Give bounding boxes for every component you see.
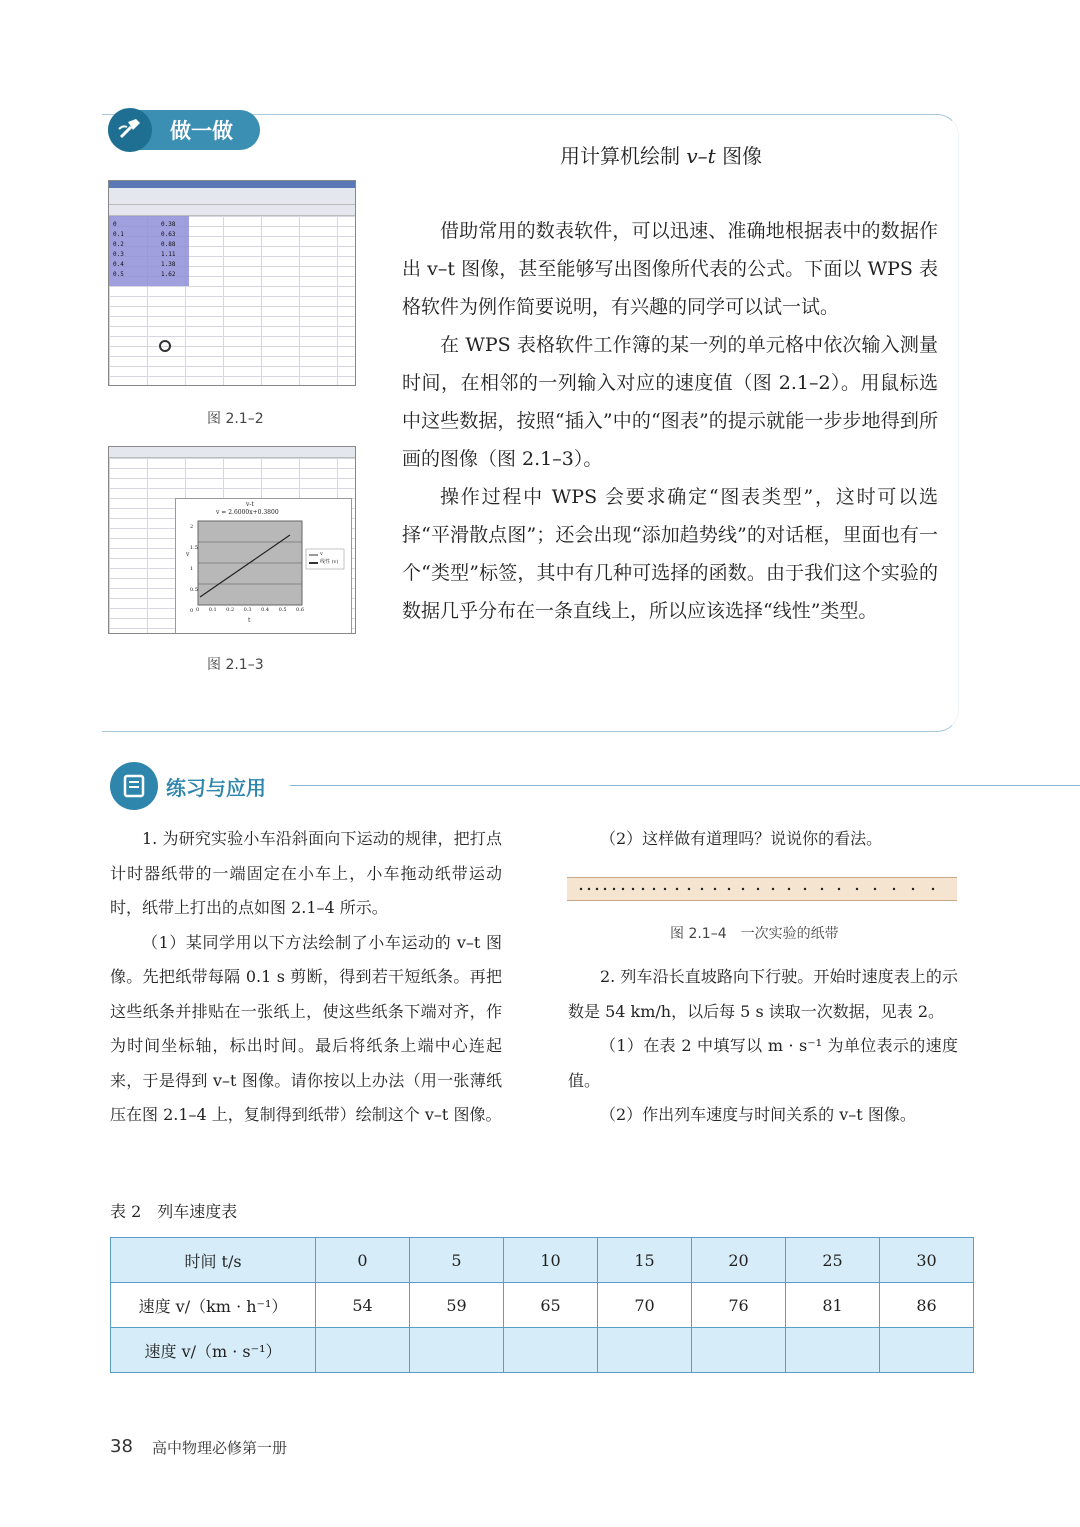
sheet-time-column: 0 0.1 0.2 0.3 0.4 0.5: [113, 221, 124, 278]
speed-kmh-cell: 54: [316, 1283, 410, 1328]
sheet-value-column: 0.38 0.63 0.88 1.11 1.38 1.62: [161, 221, 176, 278]
speed-kmh-cell: 65: [504, 1283, 598, 1328]
table-row-kmh: [111, 1283, 974, 1328]
time-cell: 25: [786, 1238, 880, 1283]
speed-kmh-cell: 70: [598, 1283, 692, 1328]
speed-kmh-cell: 76: [692, 1283, 786, 1328]
time-cell: 10: [504, 1238, 598, 1283]
figure-2-1-3-caption: 图 2.1–3: [207, 657, 264, 673]
do-section-title: [560, 140, 762, 169]
title-var: v–t: [686, 144, 716, 168]
ex-section-divider: [290, 785, 1080, 786]
hammer-icon: [108, 108, 152, 152]
chart-yticks: 2 1.5 1 0.5 0: [190, 524, 198, 614]
figure-2-1-2-spreadsheet: [108, 180, 356, 386]
ex-right-column: [568, 822, 958, 857]
tape-caption: 图 2.1–4 一次实验的纸带: [670, 926, 839, 942]
ex-right-column-lower: [568, 960, 958, 1133]
question-1-part-2: （2）这样做有道理吗？说说你的看法。: [600, 829, 883, 848]
title-suffix: 图像: [722, 144, 763, 168]
speed-ms-cell[interactable]: [598, 1328, 692, 1373]
chart-legend: v 线性 (v): [320, 551, 339, 565]
chart-inner-title: v-t: [246, 501, 254, 508]
chart-window: [175, 498, 352, 634]
time-cell: 0: [316, 1238, 410, 1283]
ex-section-badge: [110, 762, 266, 810]
speed-ms-cell[interactable]: [692, 1328, 786, 1373]
time-cell: 5: [410, 1238, 504, 1283]
speed-kmh-cell: 81: [786, 1283, 880, 1328]
speed-ms-cell[interactable]: [316, 1328, 410, 1373]
question-2-part-1: （1）在表 2 中填写以 m · s⁻¹ 为单位表示的速度值。: [568, 1036, 958, 1090]
speed-ms-cell[interactable]: [880, 1328, 974, 1373]
question-1: 1. 为研究实验小车沿斜面向下运动的规律，把打点计时器纸带的一端固定在小车上，小车拖动纸带运动时，纸带上打出的点如图 2.1–4 所示。: [110, 829, 502, 917]
ex-badge-label: 练习与应用: [166, 775, 266, 800]
speed-ms-cell[interactable]: [410, 1328, 504, 1373]
do-badge-label: 做一做: [170, 119, 233, 143]
row-label-ms: 速度 v/（m · s⁻¹）: [111, 1328, 316, 1373]
do-section-badge: [108, 110, 260, 150]
cursor-icon: [159, 340, 171, 352]
chart-xticks: 0 0.1 0.2 0.3 0.4 0.5 0.6: [196, 607, 304, 613]
do-paragraph-3: 操作过程中 WPS 会要求确定“图表类型”，这时可以选择“平滑散点图”；还会出现“添加趋势线”的对话框，里面也有一个“类型”标签，其中有几种可选择的函数。由于我们这个实验的数据几乎分布在一条直线上，所以应该选择“线性”类型。: [402, 486, 938, 622]
table-row-ms: [111, 1328, 974, 1373]
chart-xlabel: t: [248, 617, 251, 624]
table-row-time: [111, 1238, 974, 1283]
ex-left-column: [110, 822, 502, 1133]
chart-ylabel: v: [186, 551, 190, 558]
speed-kmh-cell: 59: [410, 1283, 504, 1328]
chart-inner-formula: v = 2.6000x+0.3800: [216, 509, 279, 516]
question-2-part-2: （2）作出列车速度与时间关系的 v–t 图像。: [600, 1105, 916, 1124]
time-cell: 20: [692, 1238, 786, 1283]
time-cell: 30: [880, 1238, 974, 1283]
tape-dots: [567, 878, 957, 900]
speed-table: [110, 1237, 974, 1373]
speed-ms-cell[interactable]: [786, 1328, 880, 1373]
figure-2-1-2-caption: 图 2.1–2: [207, 411, 264, 427]
do-section-body: [402, 212, 938, 630]
paper-tape: [567, 877, 957, 901]
notebook-icon: [110, 762, 158, 810]
page-number: 38: [110, 1436, 133, 1457]
figure-2-1-3-chart: [108, 446, 356, 634]
speed-ms-cell[interactable]: [504, 1328, 598, 1373]
question-1-part-1: （1）某同学用以下方法绘制了小车运动的 v–t 图像。先把纸带每隔 0.1 s 剪断，得到若干短纸条。再把这些纸条并排贴在一张纸上，使这些纸条下端对齐，作为时间坐标轴，标出时间。最后将纸条上端中心连起来，于是得到 v–t 图像。请你按以上办法（用一张薄纸压在图 2.1–4 上，复制得到纸带）绘制这个 v–t 图像。: [110, 932, 502, 1124]
question-2: 2. 列车沿长直坡路向下行驶。开始时速度表上的示数是 54 km/h，以后每 5 s 读取一次数据，见表 2。: [568, 967, 958, 1021]
title-prefix: 用计算机绘制: [560, 144, 680, 168]
row-label-time: 时间 t/s: [111, 1238, 316, 1283]
table-caption: 表 2 列车速度表: [110, 1202, 238, 1221]
time-cell: 15: [598, 1238, 692, 1283]
speed-kmh-cell: 86: [880, 1283, 974, 1328]
book-title: 高中物理必修第一册: [152, 1439, 288, 1457]
do-paragraph-1: 借助常用的数表软件，可以迅速、准确地根据表中的数据作出 v–t 图像，甚至能够写出图像所代表的公式。下面以 WPS 表格软件为例作简要说明，有兴趣的同学可以试一试。: [402, 220, 938, 318]
do-paragraph-2: 在 WPS 表格软件工作簿的某一列的单元格中依次输入测量时间，在相邻的一列输入对应的速度值（图 2.1–2）。用鼠标选中这些数据，按照“插入”中的“图表”的提示就能一步步地得到所画的图像（图 2.1–3）。: [402, 334, 938, 470]
row-label-kmh: 速度 v/（km · h⁻¹）: [111, 1283, 316, 1328]
